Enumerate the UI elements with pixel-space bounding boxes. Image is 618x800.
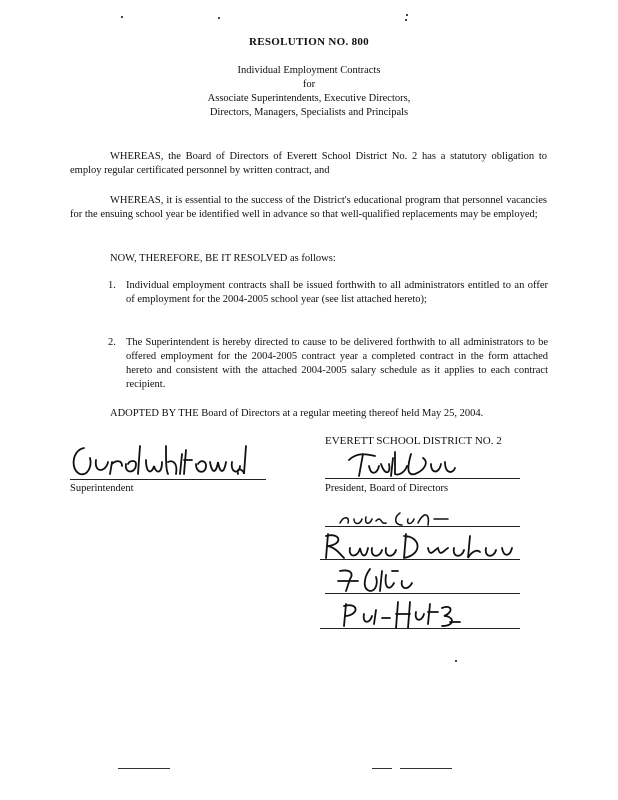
board-member-signature-line	[325, 593, 520, 594]
president-label: President, Board of Directors	[325, 483, 449, 494]
footer-rule	[372, 768, 392, 769]
footer-rule	[400, 768, 452, 769]
board-member-signature-line	[320, 559, 520, 560]
district-name: EVERETT SCHOOL DISTRICT NO. 2	[325, 435, 502, 447]
resolution-title: RESOLUTION NO. 800	[248, 36, 369, 48]
list-item	[108, 279, 548, 307]
board-member-signature-line	[320, 628, 520, 629]
whereas-paragraph-1	[70, 150, 547, 178]
superintendent-signature	[66, 440, 266, 482]
board-member-signature-line	[325, 526, 520, 527]
president-signature-line	[325, 478, 520, 479]
board-member-signature	[338, 598, 478, 632]
item-number: 2.	[108, 337, 116, 348]
scan-speck	[406, 14, 408, 16]
scan-speck	[405, 19, 407, 21]
scan-speck	[455, 660, 457, 662]
scan-speck	[218, 17, 220, 19]
resolved-intro: NOW, THEREFORE, BE IT RESOLVED as follows:	[110, 253, 336, 264]
list-item	[108, 336, 548, 392]
subtitle-line: Associate Superintendents, Executive Directors,	[207, 93, 411, 104]
scan-speck	[121, 16, 123, 18]
president-signature	[345, 446, 465, 482]
subtitle-line: for	[302, 79, 316, 90]
item-number: 1.	[108, 280, 116, 291]
superintendent-signature-line	[70, 479, 266, 480]
whereas-text-2: WHEREAS, it is essential to the success of the District's educational program that personnel vacancies for the ensuing school year be identified well in advance so that well-qualified replacements may be employed;	[70, 195, 547, 220]
subtitle-line: Individual Employment Contracts	[237, 65, 381, 76]
resolution-item-1	[108, 279, 548, 307]
item-text: The Superintendent is hereby directed to cause to be delivered forthwith to all administrators to be offered employment for the 2004-2005 contract year a completed contract in the form attached hereto and consistent with the attached 2004-2005 salary schedule as it applies to each contract recipient.	[126, 337, 548, 390]
item-text: Individual employment contracts shall be issued forthwith to all administrators entitled to an offer of employment for the 2004-2005 school year (see list attached hereto);	[126, 280, 548, 305]
board-member-signature	[320, 530, 520, 562]
adopted-statement: ADOPTED BY THE Board of Directors at a regular meeting thereof held May 25, 2004.	[110, 408, 484, 419]
board-member-signature	[330, 565, 450, 595]
resolution-subtitle	[0, 64, 618, 120]
superintendent-label: Superintendent	[70, 483, 134, 494]
resolution-item-2	[108, 336, 548, 392]
footer-rule	[118, 768, 170, 769]
subtitle-line: Directors, Managers, Specialists and Principals	[209, 107, 409, 118]
whereas-paragraph-2	[70, 194, 547, 222]
whereas-text-1: WHEREAS, the Board of Directors of Everett School District No. 2 has a statutory obligation to employ regular certificated personnel by written contract, and	[70, 151, 547, 176]
